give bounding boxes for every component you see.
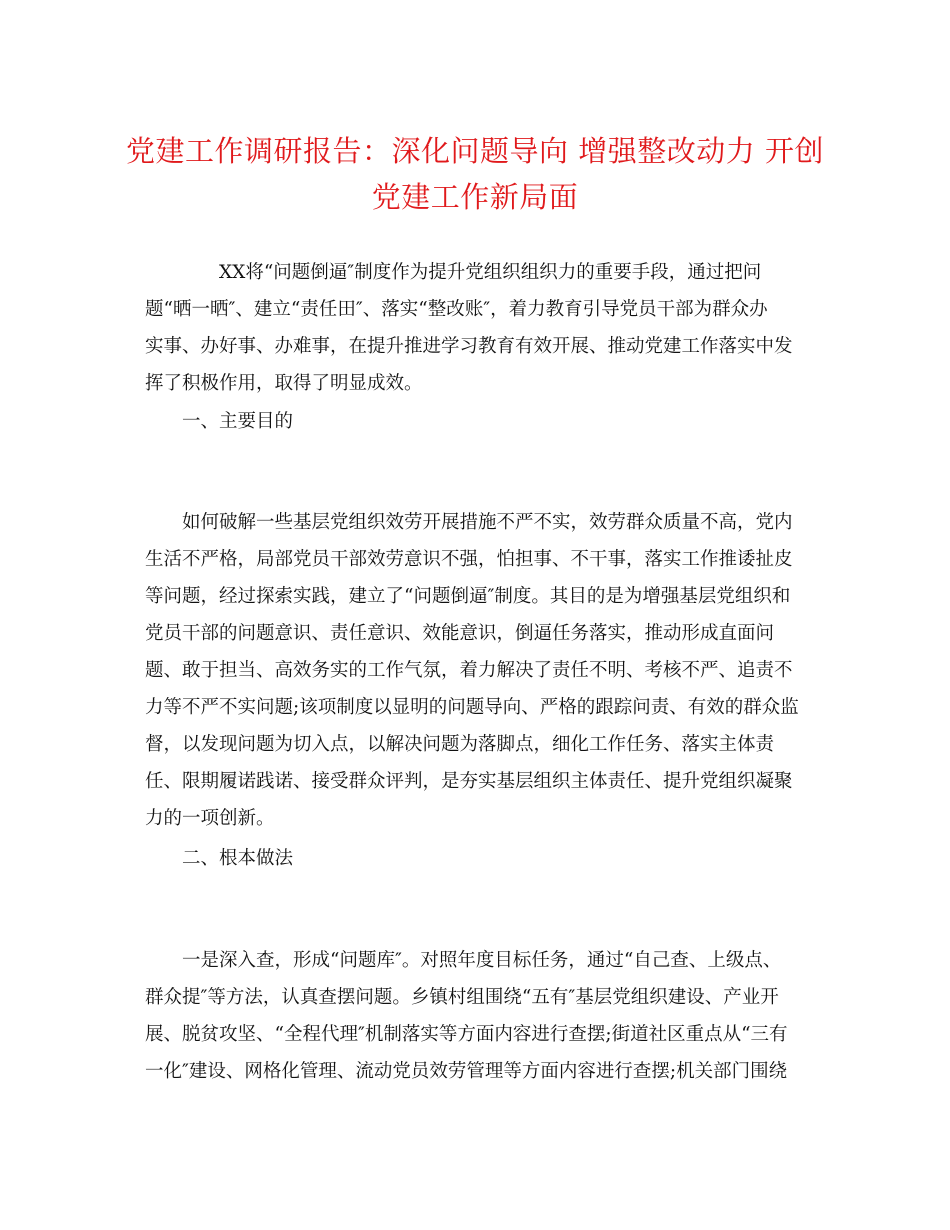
paragraph-line: 等问题，经过探索实践，建立了“问题倒逼″制度。其目的是为增强基层党组织和 bbox=[145, 586, 791, 607]
section-heading-purpose bbox=[145, 403, 805, 440]
paragraph-line: 挥了积极作用，取得了明显成效。 bbox=[145, 373, 423, 394]
paragraph-line: 党员干部的问题意识、责任意识、效能意识，倒逼任务落实，推动形成直面问 bbox=[145, 623, 775, 644]
paragraph-line: 督，以发现问题为切入点，以解决问题为落脚点，细化工作任务、落实主体责 bbox=[145, 734, 775, 755]
intro-paragraph bbox=[145, 254, 805, 402]
paragraph-line: 一是深入查，形成“问题库″。对照年度目标任务，通过“自己查、上级点、 bbox=[182, 950, 782, 971]
paragraph-line: 任、限期履诺践诺、接受群众评判，是夯实基层组织主体责任、提升党组织凝聚 bbox=[145, 771, 793, 792]
section-heading: 一、主要目的 bbox=[182, 411, 294, 432]
paragraph-line: 实事、办好事、办难事，在提升推进学习教育有效开展、推动党建工作落实中发 bbox=[145, 336, 793, 357]
paragraph-line: 题、敢于担当、高效务实的工作气氛，着力解决了责任不明、考核不严、追责不 bbox=[145, 660, 793, 681]
title-line: 党建工作调研报告：深化问题导向 增强整改动力 开创 bbox=[126, 134, 824, 168]
title-line: 党建工作新局面 bbox=[371, 180, 579, 214]
section-heading-methods bbox=[145, 840, 805, 877]
document-title bbox=[120, 128, 830, 220]
paragraph-line: 题“晒一晒″、建立“责任田″、落实“整改账″，着力教育引导党员干部为群众办 bbox=[145, 299, 768, 320]
purpose-paragraph bbox=[145, 504, 805, 837]
paragraph-line: 一化″建设、网格化管理、流动党员效劳管理等方面内容进行查摆;机关部门围绕 bbox=[145, 1061, 788, 1082]
paragraph-line: 展、脱贫攻坚、“全程代理″机制落实等方面内容进行查摆;街道社区重点从“三有 bbox=[145, 1024, 788, 1045]
paragraph-line: 力的一项创新。 bbox=[145, 808, 275, 829]
paragraph-line: 群众提″等方法，认真查摆问题。乡镇村组围绕“五有″基层党组织建设、产业开 bbox=[145, 987, 779, 1008]
section-heading: 二、根本做法 bbox=[182, 848, 294, 869]
paragraph-line: 如何破解一些基层党组织效劳开展措施不严不实，效劳群众质量不高，党内 bbox=[182, 512, 793, 533]
paragraph-line: XX将“问题倒逼″制度作为提升党组织组织力的重要手段，通过把问 bbox=[219, 262, 762, 283]
paragraph-line: 力等不严不实问题;该项制度以显明的问题导向、严格的跟踪问责、有效的群众监 bbox=[145, 697, 799, 718]
paragraph-line: 生活不严格，局部党员干部效劳意识不强，怕担事、不干事，落实工作推诿扯皮 bbox=[145, 549, 793, 570]
methods-paragraph bbox=[145, 942, 805, 1090]
